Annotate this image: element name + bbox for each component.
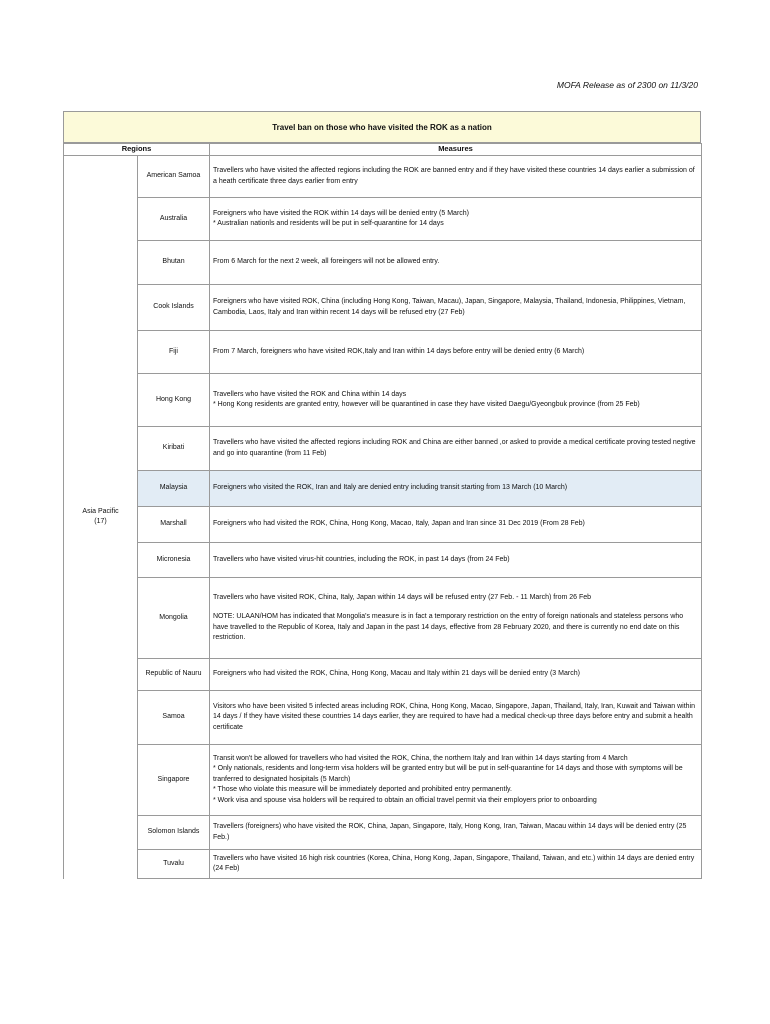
measure-cell (210, 331, 702, 374)
table-row (64, 331, 702, 374)
measure-cell (210, 578, 702, 659)
table-row (64, 507, 702, 543)
measure-text: From 6 March for the next 2 week, all foreingers will not be allowed entry. (213, 258, 440, 266)
country-cell: Singapore (138, 745, 210, 816)
measure-cell (210, 156, 702, 198)
measure-text: Foreigners who had visited the ROK, China, Hong Kong, Macau and Italy within 21 days will be denied entry (3 March) (213, 670, 580, 678)
country-cell: Bhutan (138, 241, 210, 285)
country-cell: Micronesia (138, 543, 210, 578)
country-cell: Samoa (138, 691, 210, 745)
country-cell: Hong Kong (138, 374, 210, 427)
table-row (64, 198, 702, 241)
table-body (64, 156, 702, 879)
header-row (64, 144, 702, 156)
table-row (64, 374, 702, 427)
measure-text: Travellers who have visited the ROK and China within 14 days * Hong Kong residents are granted entry, however will be quarantined in case they have visited Daegu/Gyeongbuk province (from 25 Feb) (213, 390, 640, 408)
country-cell: Marshall (138, 507, 210, 543)
measure-text: From 7 March, foreigners who have visited ROK,Italy and Iran within 14 days before entry will be denied entry (6 March) (213, 347, 585, 355)
table-row (64, 578, 702, 659)
measure-cell (210, 850, 702, 879)
measure-text: Travellers who have visited 16 high risk countries (Korea, China, Hong Kong, Japan, Singapore, Thailand, Taiwan, and etc.) within 14 days are denied entry (24 Feb) (213, 854, 695, 872)
measure-text: Foreigners who have visited the ROK within 14 days will be denied entry (5 March) * Australian nationls and residents will be put in self-quarantine for 14 days (213, 209, 470, 227)
table-row (64, 691, 702, 745)
measure-text: Foreigners who visited the ROK, Iran and Italy are denied entry including transit starting from 13 March (10 March) (213, 484, 568, 492)
table-row (64, 816, 702, 850)
measure-cell (210, 691, 702, 745)
country-cell: Malaysia (138, 471, 210, 507)
measure-cell (210, 427, 702, 471)
travel-ban-table (63, 143, 702, 879)
country-cell: Cook Islands (138, 285, 210, 331)
country-cell: Solomon Islands (138, 816, 210, 850)
table-row (64, 427, 702, 471)
regions-header: Regions (64, 144, 210, 156)
measures-header: Measures (210, 144, 702, 156)
region-group-cell (64, 156, 138, 879)
measure-cell (210, 816, 702, 850)
country-cell: Australia (138, 198, 210, 241)
measure-cell (210, 285, 702, 331)
table-row (64, 241, 702, 285)
measure-text: NOTE: ULAAN/HOM has indicated that Mongolia's measure is in fact a temporary restriction on the entry of foreign nationals and stateless persons who have travelled to the Republic of Korea, Italy and Japan in the past 14 days, effective from 28 February 2020, and there is currently no end date on this restriction. (213, 613, 684, 641)
measure-text: Travellers who have visited virus-hit countries, including the ROK, in past 14 days (from 24 Feb) (213, 555, 510, 563)
measure-cell (210, 471, 702, 507)
country-cell: Kiribati (138, 427, 210, 471)
table-row (64, 745, 702, 816)
table-title: Travel ban on those who have visited the ROK as a nation (63, 111, 701, 143)
measure-cell (210, 745, 702, 816)
country-cell: Republic of Nauru (138, 659, 210, 691)
measure-text: Travellers who have visited the affected regions including ROK and China are either banned ,or asked to provide a medical certificate proving tested negtive and go into quarantine (from 11 Feb) (213, 439, 696, 457)
release-note: MOFA Release as of 2300 on 11/3/20 (556, 80, 698, 90)
table-row (64, 156, 702, 198)
measure-text: Foreigners who have visited ROK, China (including Hong Kong, Taiwan, Macau), Japan, Singapore, Malaysia, Thailand, Indonesia, Philippines, Vietnam, Cambodia, Laos, Italy and Iran within recent 14 days will be refused etry (27 Feb) (213, 298, 686, 316)
country-cell: Fiji (138, 331, 210, 374)
measure-cell (210, 374, 702, 427)
country-cell: American Samoa (138, 156, 210, 198)
measure-text: Visitors who have been visited 5 infected areas including ROK, China, Hong Kong, Macao, Singapore, Japan, Thailand, Italy, Iran, Kuwait and Taiwan within 14 days / If they have visited these countries 14 days earlier, they are required to have had a medical check-up three days before entry and submit a health certificate (213, 702, 695, 731)
table-row (64, 471, 702, 507)
table-row (64, 285, 702, 331)
measure-text: Travellers (foreigners) who have visited the ROK, China, Japan, Singapore, Italy, Hong Kong, Iran, Taiwan, Macau within 14 days will be denied entry (25 Feb.) (213, 823, 687, 841)
measure-cell (210, 507, 702, 543)
table-row (64, 543, 702, 578)
country-cell: Tuvalu (138, 850, 210, 879)
country-cell: Mongolia (138, 578, 210, 659)
region-group-name: Asia Pacific (82, 507, 119, 515)
measure-cell (210, 198, 702, 241)
region-group-count: (17) (94, 518, 107, 526)
measure-text: Transit won't be allowed for travellers who had visited the ROK, China, the northern Italy and Iran within 14 days starting from 4 March * Only nationals, residents and long-term visa holders will be granted entry but will be put in self-quarantine for 14 days and those with symptoms will be tranferred to designated hosipitals (5 March) * Those who violate this measure will be immediately deported and prohibited entry permanently. * Work visa and spouse visa holders will be required to obtain an official travel permit via their employers prior to onboarding (213, 754, 683, 804)
table-row (64, 850, 702, 879)
measure-text: Travellers who have visited the affected regions including the ROK are banned entry and if they have visited these countries 14 days earlier a submission of a heath certificate three days earlier from entry (213, 167, 695, 185)
table-row (64, 659, 702, 691)
measure-cell (210, 543, 702, 578)
measure-cell (210, 241, 702, 285)
measure-text: Foreigners who had visited the ROK, China, Hong Kong, Macao, Italy, Japan and Iran since 31 Dec 2019 (From 28 Feb) (213, 520, 585, 528)
measure-text: Travellers who have visited ROK, China, Italy, Japan within 14 days will be refused entry (27 Feb. - 11 March) from 26 Feb (213, 593, 592, 601)
measure-cell (210, 659, 702, 691)
